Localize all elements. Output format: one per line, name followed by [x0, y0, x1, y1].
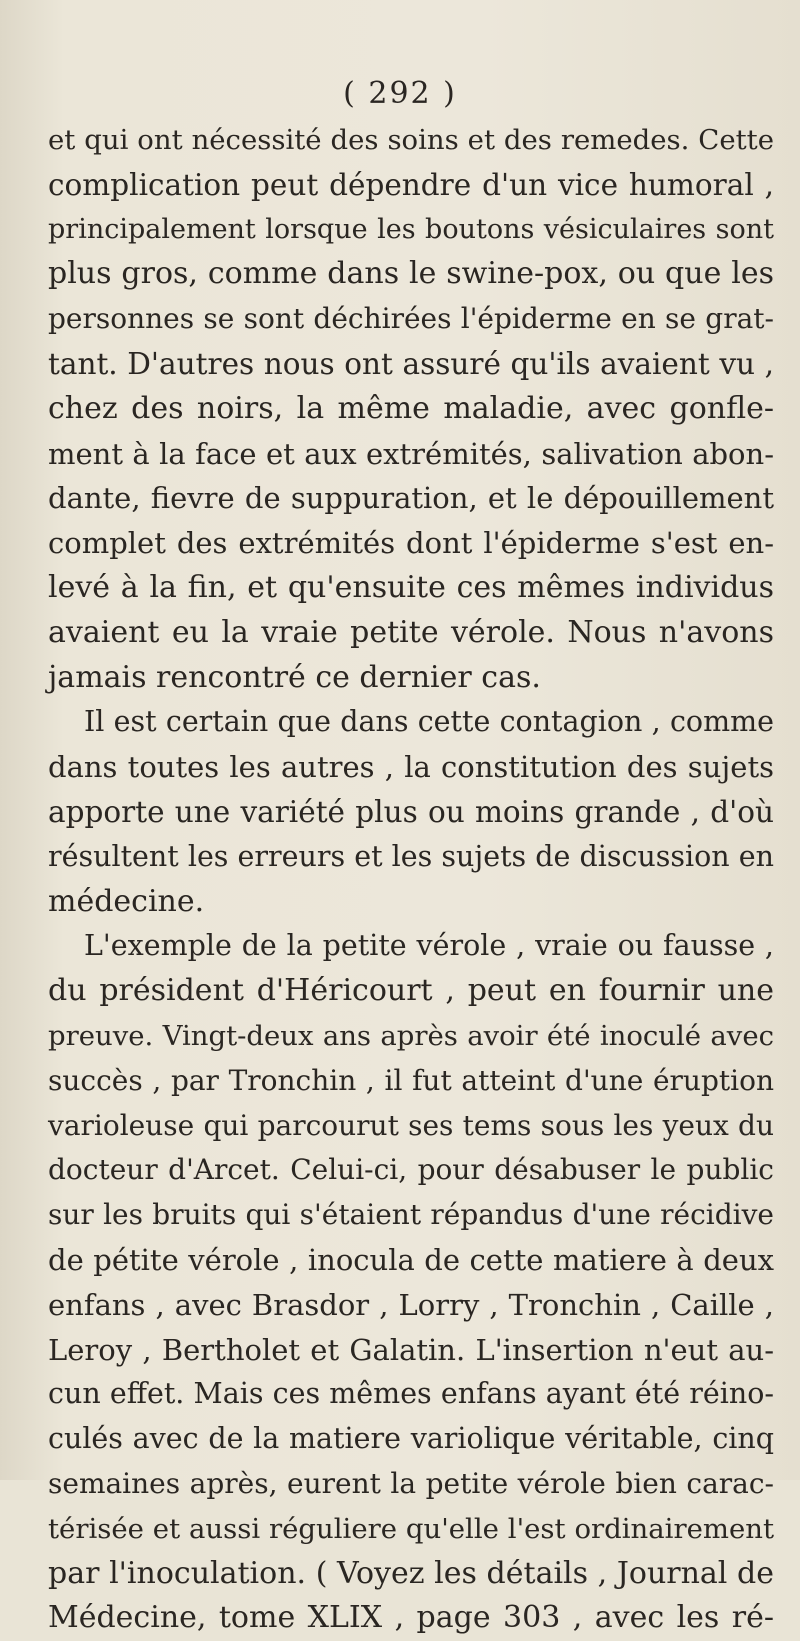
text-line: levé à la fin, et qu'ensuite ces mêmes individus: [48, 569, 774, 605]
text-line: sur les bruits qui s'étaient répandus d'une récidive: [48, 1198, 774, 1232]
text-line: plus gros, comme dans le swine-pox, ou que les: [48, 256, 774, 292]
text-line: chez des noirs, la même maladie, avec gonfle-: [48, 390, 774, 426]
text-line: avaient eu la vraie petite vérole. Nous n'avons: [48, 614, 774, 650]
text-line: Il est certain que dans cette contagion , comme: [84, 705, 774, 739]
text-line: et qui ont nécessité des soins et des remedes. Cette: [48, 124, 774, 156]
text-line: personnes se sont déchirées l'épiderme en se grat-: [48, 302, 774, 336]
text-line: enfans , avec Brasdor , Lorry , Tronchin , Caille ,: [48, 1287, 774, 1322]
text-line: culés avec de la matiere variolique véritable, cinq: [48, 1422, 774, 1456]
body-text: [48, 118, 774, 1641]
text-line: médecine.: [48, 883, 205, 919]
text-line: preuve. Vingt-deux ans après avoir été inoculé avec: [48, 1019, 774, 1052]
text-line: résultent les erreurs et les sujets de discussion en: [48, 839, 774, 873]
text-line: apporte une variété plus ou moins grande , d'où: [48, 794, 774, 829]
text-line: complet des extrémités dont l'épiderme s'est en-: [48, 526, 774, 561]
text-line: complication peut dépendre d'un vice humoral ,: [48, 167, 774, 202]
text-line: docteur d'Arcet. Celui-ci, pour désabuser le public: [48, 1153, 774, 1187]
text-line: térisée et aussi réguliere qu'elle l'est ordinairement: [48, 1512, 774, 1545]
text-line: ment à la face et aux extrémités, salivation abon-: [48, 436, 774, 471]
page-number: ( 292 ): [343, 76, 457, 111]
text-line: du président d'Héricourt , peut en fournir une: [48, 973, 774, 1009]
text-line: dans toutes les autres , la constitution des sujets: [48, 750, 774, 785]
text-line: tant. D'autres nous ont assuré qu'ils avaient vu ,: [48, 346, 774, 381]
text-line: cun effet. Mais ces mêmes enfans ayant été réino-: [48, 1377, 774, 1411]
text-line: jamais rencontré ce dernier cas.: [48, 659, 541, 695]
text-line: dante, fievre de suppuration, et le dépouillement: [48, 481, 774, 516]
text-line: L'exemple de la petite vérole , vraie ou fausse ,: [84, 929, 774, 963]
text-line: Leroy , Bertholet et Galatin. L'insertion n'eut au-: [48, 1332, 774, 1367]
text-line: varioleuse qui parcourut ses tems sous les yeux du: [48, 1108, 774, 1142]
text-line: succès , par Tronchin , il fut atteint d'une éruption: [48, 1063, 774, 1097]
text-line: par l'inoculation. ( Voyez les détails , Journal de: [48, 1555, 774, 1591]
text-line: principalement lorsque les boutons vésiculaires sont: [48, 213, 774, 245]
text-line: de pétite vérole , inocula de cette matiere à deux: [48, 1242, 774, 1277]
text-line: semaines après, eurent la petite vérole bien carac-: [48, 1466, 774, 1500]
text-line: Médecine, tome XLIX , page 303 , avec les ré-: [48, 1600, 774, 1636]
